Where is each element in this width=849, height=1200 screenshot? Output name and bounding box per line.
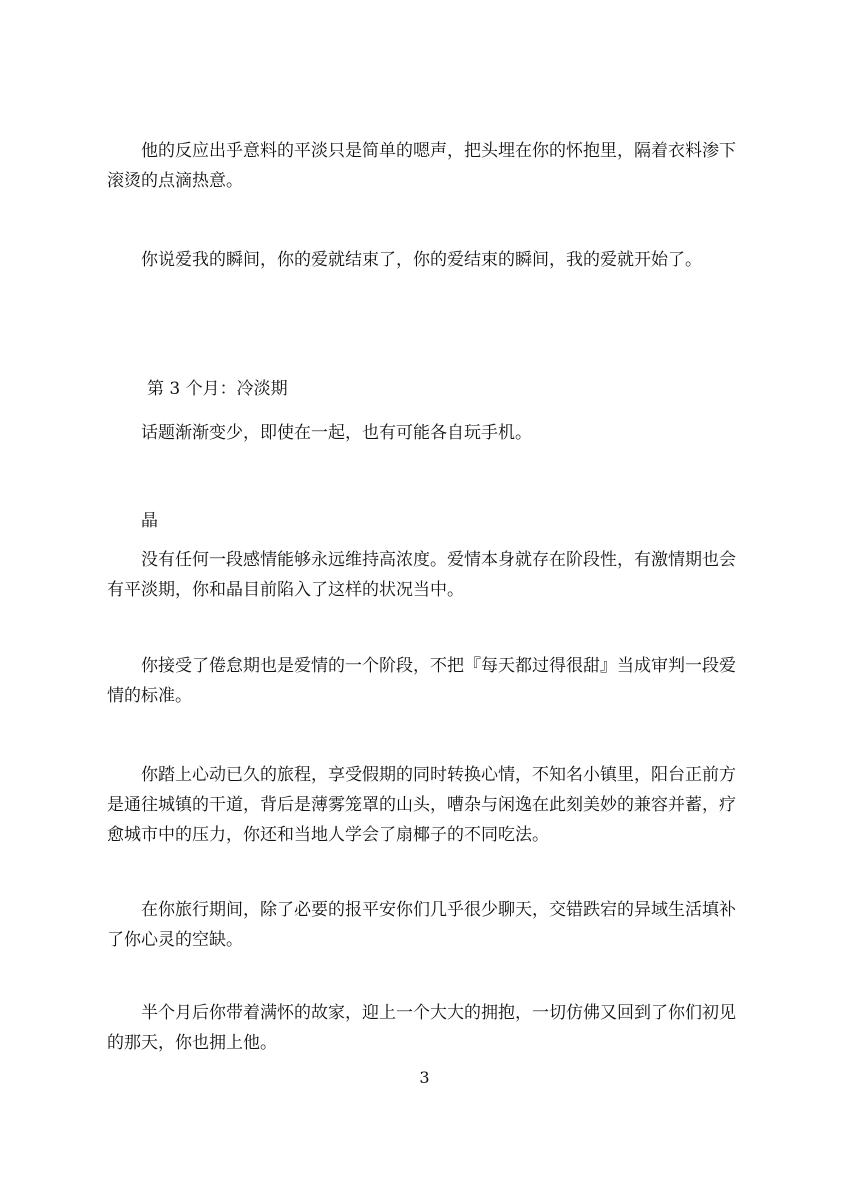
paragraph: 晶	[141, 511, 158, 531]
paragraph: 你接受了倦怠期也是爱情的一个阶段，不把『每天都过得很甜』当成审判一段爱情的标准。	[107, 656, 736, 706]
paragraph: 你说爱我的瞬间，你的爱就结束了，你的爱结束的瞬间，我的爱就开始了。	[141, 250, 702, 270]
page-number: 3	[419, 1068, 430, 1087]
paragraph: 在你旅行期间，除了必要的报平安你们几乎很少聊天，交错跌宕的异域生活填补了你心灵的空缺。	[107, 900, 736, 950]
paragraph: 没有任何一段感情能够永远维持高浓度。爱情本身就存在阶段性，有激情期也会有平淡期，你和晶目前陷入了这样的状况当中。	[107, 550, 736, 600]
paragraph: 半个月后你带着满怀的故家，迎上一个大大的拥抱，一切仿佛又回到了你们初见的那天，你也拥上他。	[107, 1003, 736, 1053]
paragraph: 他的反应出乎意料的平淡只是简单的嗯声，把头埋在你的怀抱里，隔着衣料渗下滚烫的点滴热意。	[107, 141, 736, 191]
section-heading: 第 3 个月：冷淡期	[147, 379, 288, 399]
paragraph: 你踏上心动已久的旅程，享受假期的同时转换心情，不知名小镇里，阳台正前方是通往城镇的干道，背后是薄雾笼罩的山头，嘈杂与闲逸在此刻美妙的兼容并蓄，疗愈城市中的压力，你还和当地人学会了扇椰子的不同吃法。	[107, 765, 736, 845]
paragraph: 话题渐渐变少，即使在一起，也有可能各自玩手机。	[141, 423, 532, 443]
